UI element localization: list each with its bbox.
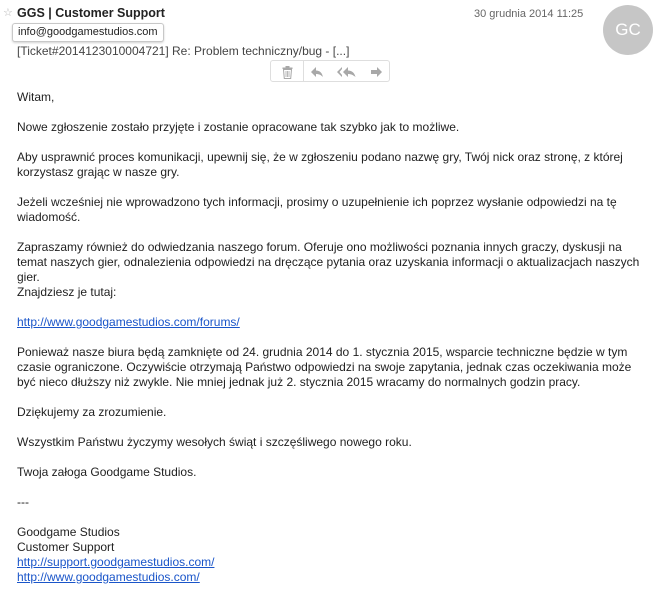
body-paragraph: Aby usprawnić proces komunikacji, upewnij się, że w zgłoszeniu podano nazwę gry, Twój nick oraz stronę, z której korzystasz grając w nasze gry. (17, 150, 623, 179)
forward-button[interactable] (364, 60, 390, 82)
body-paragraph: Znajdziesz je tutaj: (17, 285, 117, 299)
forward-icon (364, 66, 389, 78)
body-paragraph: Twoja załoga Goodgame Studios. (17, 465, 197, 479)
sender-name[interactable]: GGS | Customer Support (17, 6, 165, 20)
signature-department: Customer Support (17, 540, 115, 554)
forum-link[interactable]: http://www.goodgamestudios.com/forums/ (17, 315, 240, 329)
flag-star-icon[interactable]: ☆ (3, 7, 13, 19)
delete-button[interactable] (270, 60, 304, 82)
reply-all-button[interactable] (330, 60, 364, 82)
message-date: 30 grudnia 2014 11:25 (474, 8, 584, 20)
reply-icon (304, 66, 330, 78)
body-paragraph: Ponieważ nasze biura będą zamknięte od 24. grudnia 2014 do 1. stycznia 2015, wsparcie techniczne będzie w tym czasie ograniczone. Oczywiście otrzymają Państwo odpowiedzi na swoje zapytania, jednak czas oczekiwania może być nieco dłuższy niż zwykle. Nie mniej jednak już 2. stycznia 2015 wracamy do normalnych godzin pracy. (17, 345, 632, 389)
message-toolbar (270, 60, 392, 84)
message-body (17, 86, 642, 585)
signature-company: Goodgame Studios (17, 525, 120, 539)
trash-icon (271, 66, 303, 79)
sender-email-tooltip: info@goodgamestudios.com (12, 23, 164, 42)
support-link[interactable]: http://support.goodgamestudios.com/ (17, 555, 215, 569)
avatar: GC (603, 5, 653, 55)
message-header (0, 0, 659, 84)
website-link[interactable]: http://www.goodgamestudios.com/ (17, 570, 200, 584)
message-subject: [Ticket#2014123010004721] Re: Problem techniczny/bug - [...] (17, 44, 350, 58)
body-paragraph: Nowe zgłoszenie zostało przyjęte i zostanie opracowane tak szybko jak to możliwe. (17, 120, 460, 134)
body-paragraph: Jeżeli wcześniej nie wprowadzono tych informacji, prosimy o uzupełnienie ich poprzez wysłanie odpowiedzi na tę wiadomość. (17, 195, 617, 224)
greeting-text: Witam, (17, 90, 55, 104)
body-paragraph: Zapraszamy również do odwiedzania naszego forum. Oferuje ono możliwości poznania innych graczy, dyskusji na temat naszych gier, odnalezienia odpowiedzi na dręczące pytania oraz uzyskania informacji o aktualizacjach naszych gier. (17, 240, 640, 284)
signature-separator: --- (17, 495, 29, 509)
body-paragraph: Wszystkim Państwu życzymy wesołych świąt i szczęśliwego nowego roku. (17, 435, 412, 449)
reply-all-icon (330, 66, 364, 78)
reply-button[interactable] (304, 60, 330, 82)
body-paragraph: Dziękujemy za zrozumienie. (17, 405, 167, 419)
